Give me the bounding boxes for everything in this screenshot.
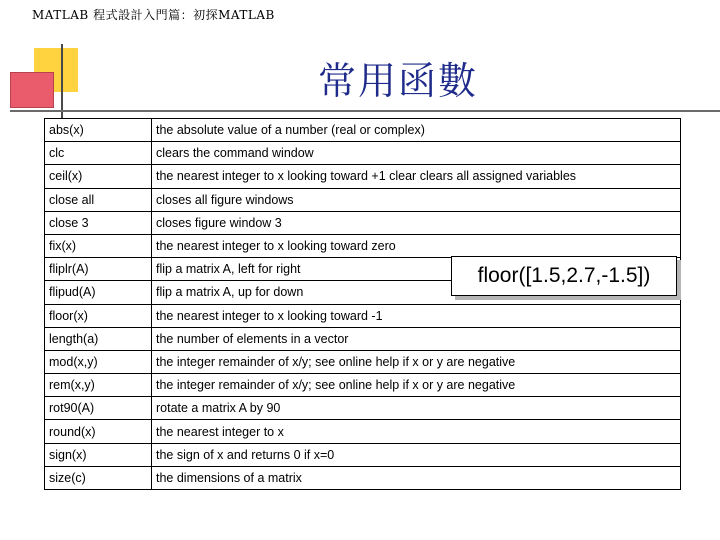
table-row — [45, 165, 681, 188]
slide-title: 常用函數 — [318, 59, 479, 103]
table-row — [45, 211, 681, 234]
function-description-cell: the nearest integer to x looking toward zero — [152, 234, 681, 257]
function-name-cell: close all — [45, 188, 152, 211]
function-name-cell: ceil(x) — [45, 165, 152, 188]
table-row — [45, 304, 681, 327]
table-row — [45, 350, 681, 373]
function-name-cell: flipud(A) — [45, 281, 152, 304]
table-row — [45, 397, 681, 420]
function-name-cell: fliplr(A) — [45, 258, 152, 281]
decorative-horizontal-line — [10, 110, 720, 112]
header-text: MATLAB 程式設計入門篇：初探MATLAB — [32, 8, 275, 22]
function-description-cell: the integer remainder of x/y; see online help if x or y are negative — [152, 374, 681, 397]
function-name-cell: abs(x) — [45, 119, 152, 142]
function-description-cell: the dimensions of a matrix — [152, 466, 681, 489]
function-name-cell: length(a) — [45, 327, 152, 350]
function-description-cell: the nearest integer to x — [152, 420, 681, 443]
function-description-cell: the absolute value of a number (real or complex) — [152, 119, 681, 142]
table-row — [45, 374, 681, 397]
table-row — [45, 327, 681, 350]
function-name-cell: rem(x,y) — [45, 374, 152, 397]
function-description-cell: flip a matrix A, up for down — [152, 281, 681, 304]
function-description-cell: the integer remainder of x/y; see online help if x or y are negative — [152, 350, 681, 373]
function-description-cell: the nearest integer to x looking toward -1 — [152, 304, 681, 327]
floor-example-callout: floor([1.5,2.7,-1.5]) — [451, 256, 677, 296]
function-description-cell: closes all figure windows — [152, 188, 681, 211]
function-description-cell: the nearest integer to x looking toward +1 clear clears all assigned variables — [152, 165, 681, 188]
function-name-cell: sign(x) — [45, 443, 152, 466]
function-name-cell: round(x) — [45, 420, 152, 443]
table-row — [45, 443, 681, 466]
function-description-cell: rotate a matrix A by 90 — [152, 397, 681, 420]
table-row — [45, 188, 681, 211]
function-name-cell: clc — [45, 142, 152, 165]
function-name-cell: rot90(A) — [45, 397, 152, 420]
function-description-cell: clears the command window — [152, 142, 681, 165]
table-row — [45, 142, 681, 165]
function-name-cell: fix(x) — [45, 234, 152, 257]
table-row — [45, 466, 681, 489]
decorative-vertical-line — [61, 44, 63, 118]
function-description-cell: the sign of x and returns 0 if x=0 — [152, 443, 681, 466]
function-description-cell: the number of elements in a vector — [152, 327, 681, 350]
table-row — [45, 234, 681, 257]
function-name-cell: floor(x) — [45, 304, 152, 327]
function-name-cell: mod(x,y) — [45, 350, 152, 373]
function-description-cell: closes figure window 3 — [152, 211, 681, 234]
function-description-cell: flip a matrix A, left for right — [152, 258, 681, 281]
table-row — [45, 420, 681, 443]
decorative-red-square — [10, 72, 54, 108]
functions-table — [44, 118, 681, 490]
table-row — [45, 119, 681, 142]
function-name-cell: close 3 — [45, 211, 152, 234]
function-name-cell: size(c) — [45, 466, 152, 489]
